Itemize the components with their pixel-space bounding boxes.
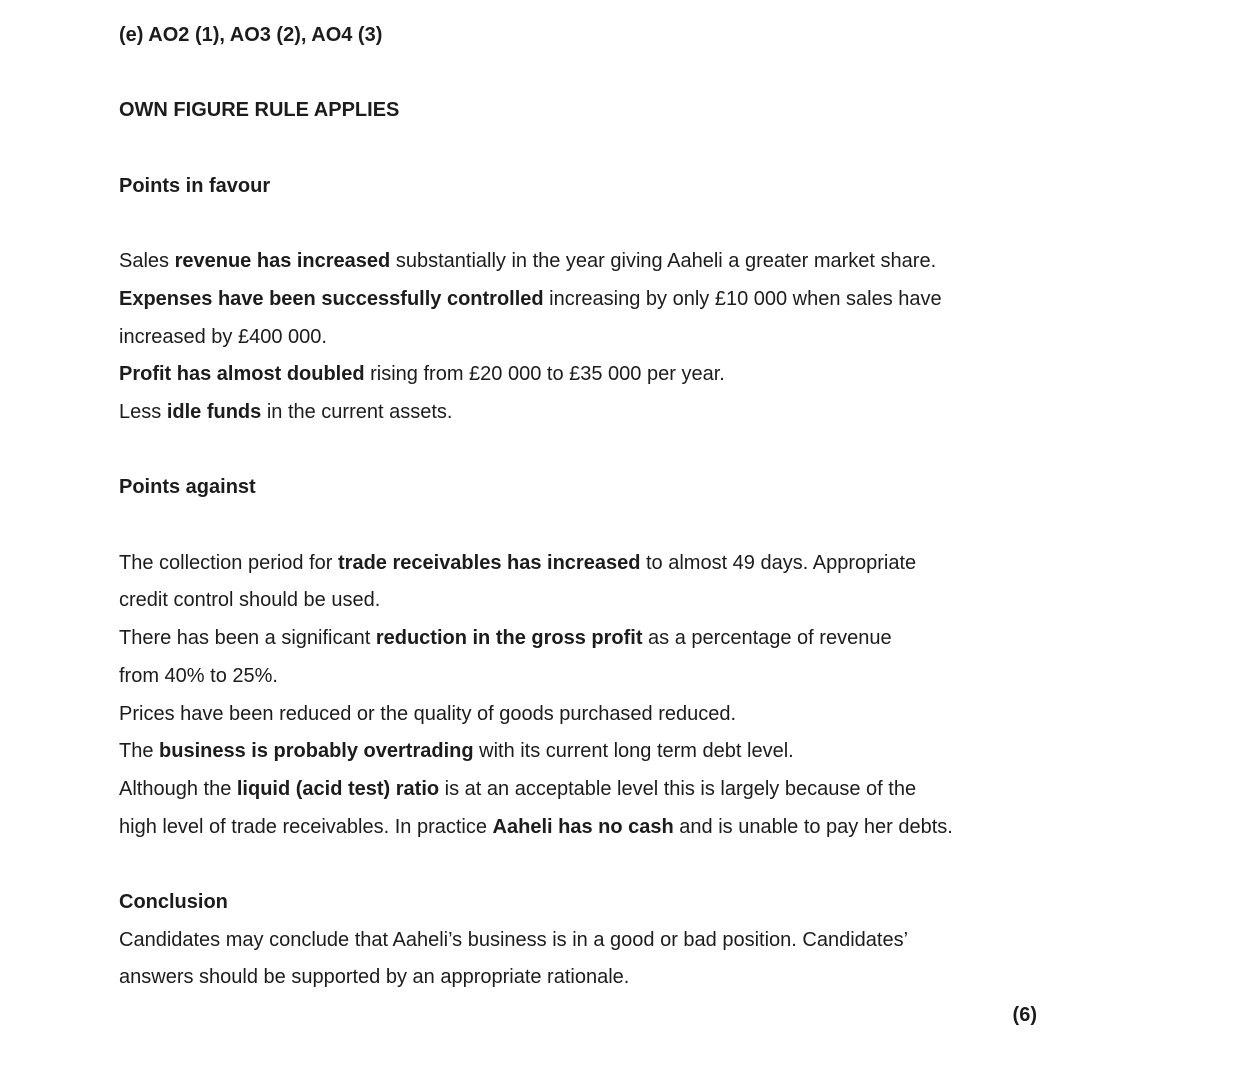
section-title: Points in favour bbox=[119, 174, 271, 197]
text-line bbox=[119, 319, 1122, 357]
text-segment: Less bbox=[119, 400, 167, 423]
bold-text-segment: Expenses have been successfully controlled bbox=[119, 287, 544, 310]
text-line bbox=[119, 959, 1122, 997]
text-segment: high level of trade receivables. In practice bbox=[119, 815, 493, 838]
bold-text-segment: business is probably overtrading bbox=[159, 740, 474, 763]
text-line bbox=[119, 356, 1122, 394]
text-segment: Prices have been reduced or the quality of goods purchased reduced. bbox=[119, 702, 737, 725]
section-lines bbox=[119, 545, 1122, 847]
text-segment: to almost 49 days. Appropriate bbox=[640, 551, 917, 574]
text-line bbox=[119, 243, 1122, 281]
text-segment: increasing by only £10 000 when sales have bbox=[543, 287, 942, 310]
bold-text-segment: revenue has increased bbox=[174, 250, 391, 273]
text-segment: with its current long term debt level. bbox=[473, 740, 794, 763]
section-points-in-favour bbox=[119, 168, 1122, 432]
text-line bbox=[119, 582, 1122, 620]
marks-available: (6) bbox=[1012, 1004, 1037, 1027]
text-segment: Although the bbox=[119, 777, 237, 800]
question-heading: (e) AO2 (1), AO3 (2), AO4 (3) bbox=[119, 24, 383, 46]
section-points-against bbox=[119, 469, 1122, 846]
section-conclusion bbox=[119, 884, 1122, 997]
text-line bbox=[119, 658, 1122, 696]
bold-text-segment: Profit has almost doubled bbox=[119, 363, 365, 386]
section-lines bbox=[119, 922, 1122, 997]
text-segment: Sales bbox=[119, 250, 175, 273]
text-segment: substantially in the year giving Aaheli a greater market share. bbox=[390, 250, 937, 273]
text-segment: answers should be supported by an appropriate rationale. bbox=[119, 966, 630, 989]
text-line bbox=[119, 809, 1122, 847]
bold-text-segment: reduction in the gross profit bbox=[375, 627, 643, 650]
section-lines bbox=[119, 243, 1122, 432]
text-segment: increased by £400 000. bbox=[119, 325, 327, 348]
text-line bbox=[119, 394, 1122, 432]
text-line bbox=[119, 620, 1122, 658]
text-segment: Candidates may conclude that Aaheli’s business is in a good or bad position. Candidates’ bbox=[119, 928, 909, 951]
text-segment: in the current assets. bbox=[261, 400, 453, 423]
text-line bbox=[119, 771, 1122, 809]
text-line bbox=[119, 545, 1122, 583]
text-line bbox=[119, 733, 1122, 771]
text-line bbox=[119, 281, 1122, 319]
text-segment: The collection period for bbox=[119, 551, 339, 574]
text-segment: credit control should be used. bbox=[119, 589, 381, 612]
bold-text-segment: liquid (acid test) ratio bbox=[236, 777, 440, 800]
text-line bbox=[119, 922, 1122, 960]
text-segment: The bbox=[119, 740, 160, 763]
text-segment: and is unable to pay her debts. bbox=[673, 815, 953, 838]
bold-text-segment: idle funds bbox=[166, 400, 262, 423]
text-segment: as a percentage of revenue bbox=[642, 627, 892, 650]
bold-text-segment: Aaheli has no cash bbox=[492, 815, 674, 838]
bold-text-segment: trade receivables has increased bbox=[338, 551, 641, 574]
sections bbox=[119, 168, 1122, 997]
section-title: Points against bbox=[119, 476, 256, 499]
text-segment: from 40% to 25%. bbox=[119, 664, 278, 687]
text-segment: is at an acceptable level this is largely because of the bbox=[439, 777, 917, 800]
own-figure-rule-note: OWN FIGURE RULE APPLIES bbox=[119, 99, 400, 122]
section-title: Conclusion bbox=[119, 891, 228, 914]
text-segment: There has been a significant bbox=[119, 627, 376, 650]
text-segment: rising from £20 000 to £35 000 per year. bbox=[364, 363, 725, 386]
text-line bbox=[119, 696, 1122, 734]
